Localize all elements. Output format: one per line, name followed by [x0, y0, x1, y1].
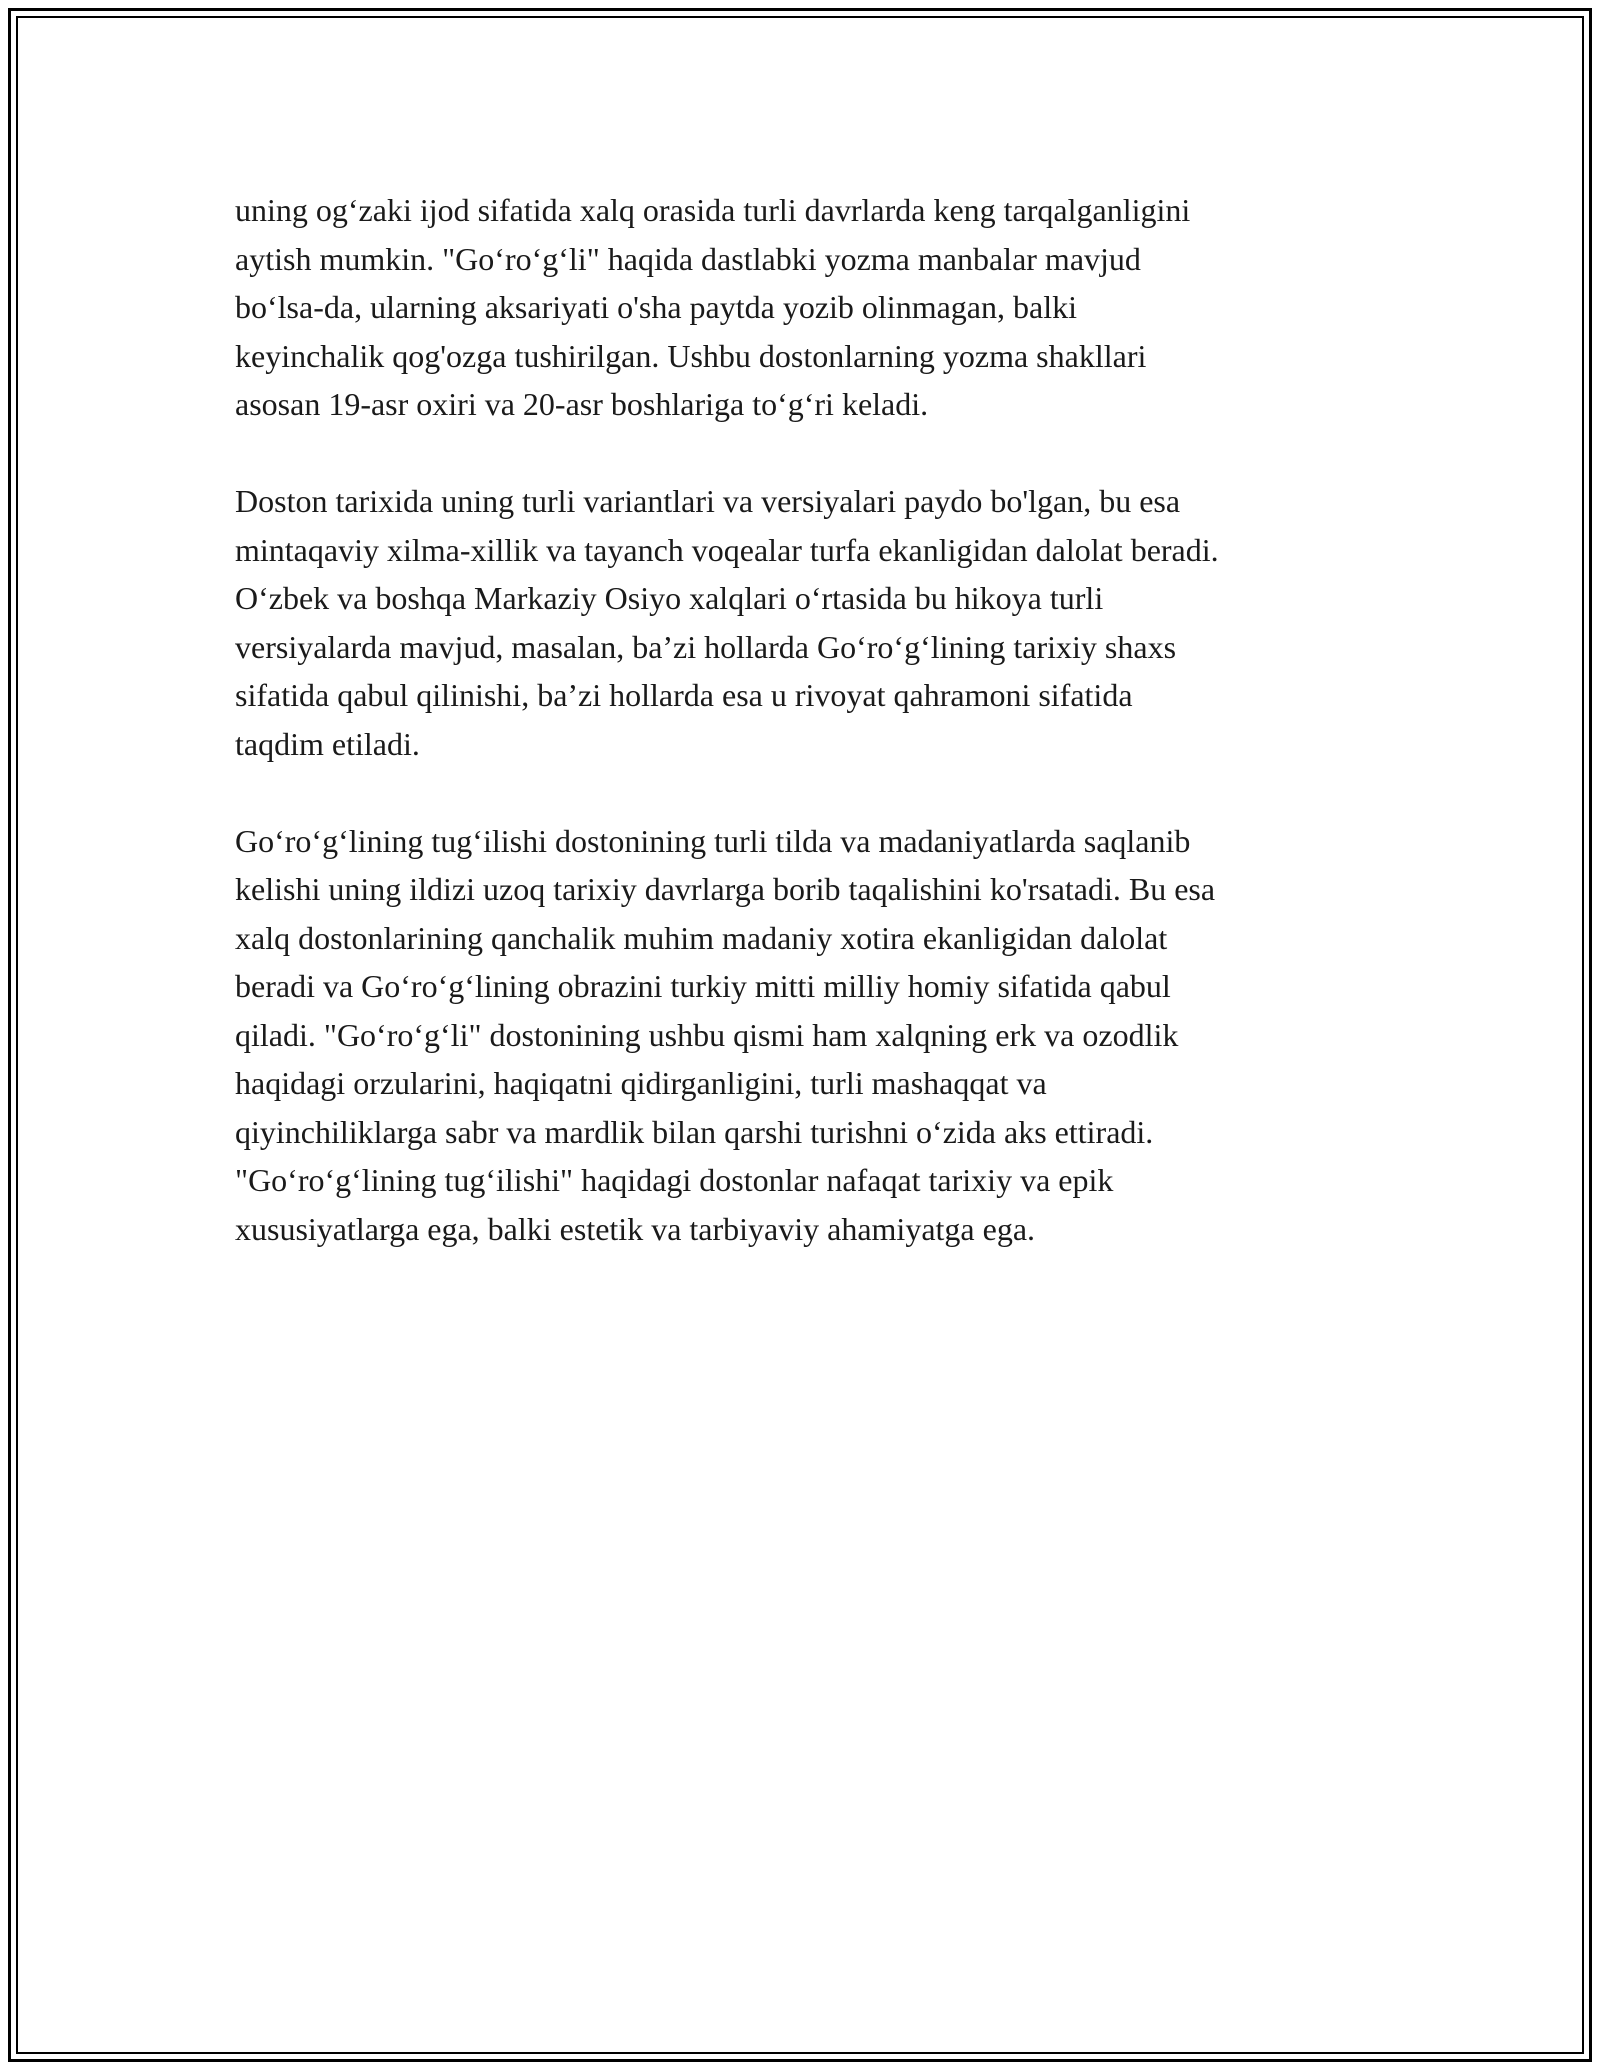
paragraph-1: uning og‘zaki ijod sifatida xalq orasida turli davrlarda keng tarqalganligini aytish mumkin. "Go‘ro‘g‘li" haqida dastlabki yozma manbalar mavjud bo‘lsa-da, ularning aksariyati o'sha paytda yozib olinmagan, balki keyinchalik qog'ozga tushirilgan. Ushbu dostonlarning yozma shakllari asosan 19-asr oxiri va 20-asr boshlariga to‘g‘ri keladi.: [235, 192, 1191, 422]
document-body: [235, 186, 1385, 1302]
paragraph-3: Go‘ro‘g‘lining tug‘ilishi dostonining turli tilda va madaniyatlarda saqlanib kelishi uning ildizi uzoq tarixiy davrlarga borib taqalishini ko'rsatadi. Bu esa xalq dostonlarining qanchalik muhim madaniy xotira ekanligidan dalolat beradi va Go‘ro‘g‘lining obrazini turkiy mitti milliy homiy sifatida qabul qiladi. "Go‘ro‘g‘li" dostonining ushbu qismi ham xalqning erk va ozodlik haqidagi orzularini, haqiqatni qidirganligini, turli mashaqqat va qiyinchiliklarga sabr va mardlik bilan qarshi turishni o‘zida aks ettiradi. "Go‘ro‘g‘lining tug‘ilishi" haqidagi dostonlar nafaqat tarixiy va epik xususiyatlarga ega, balki estetik va tarbiyaviy ahamiyatga ega.: [235, 822, 1216, 1247]
paragraph-2: Doston tarixida uning turli variantlari va versiyalari paydo bo'lgan, bu esa mintaqaviy xilma-xillik va tayanch voqealar turfa ekanligidan dalolat beradi. O‘zbek va boshqa Markaziy Osiyo xalqlari o‘rtasida bu hikoya turli versiyalarda mavjud, masalan, ba’zi hollarda Go‘ro‘g‘lining tarixiy shaxs sifatida qabul qilinishi, ba’zi hollarda esa u rivoyat qahramoni sifatida taqdim etiladi.: [235, 483, 1219, 762]
